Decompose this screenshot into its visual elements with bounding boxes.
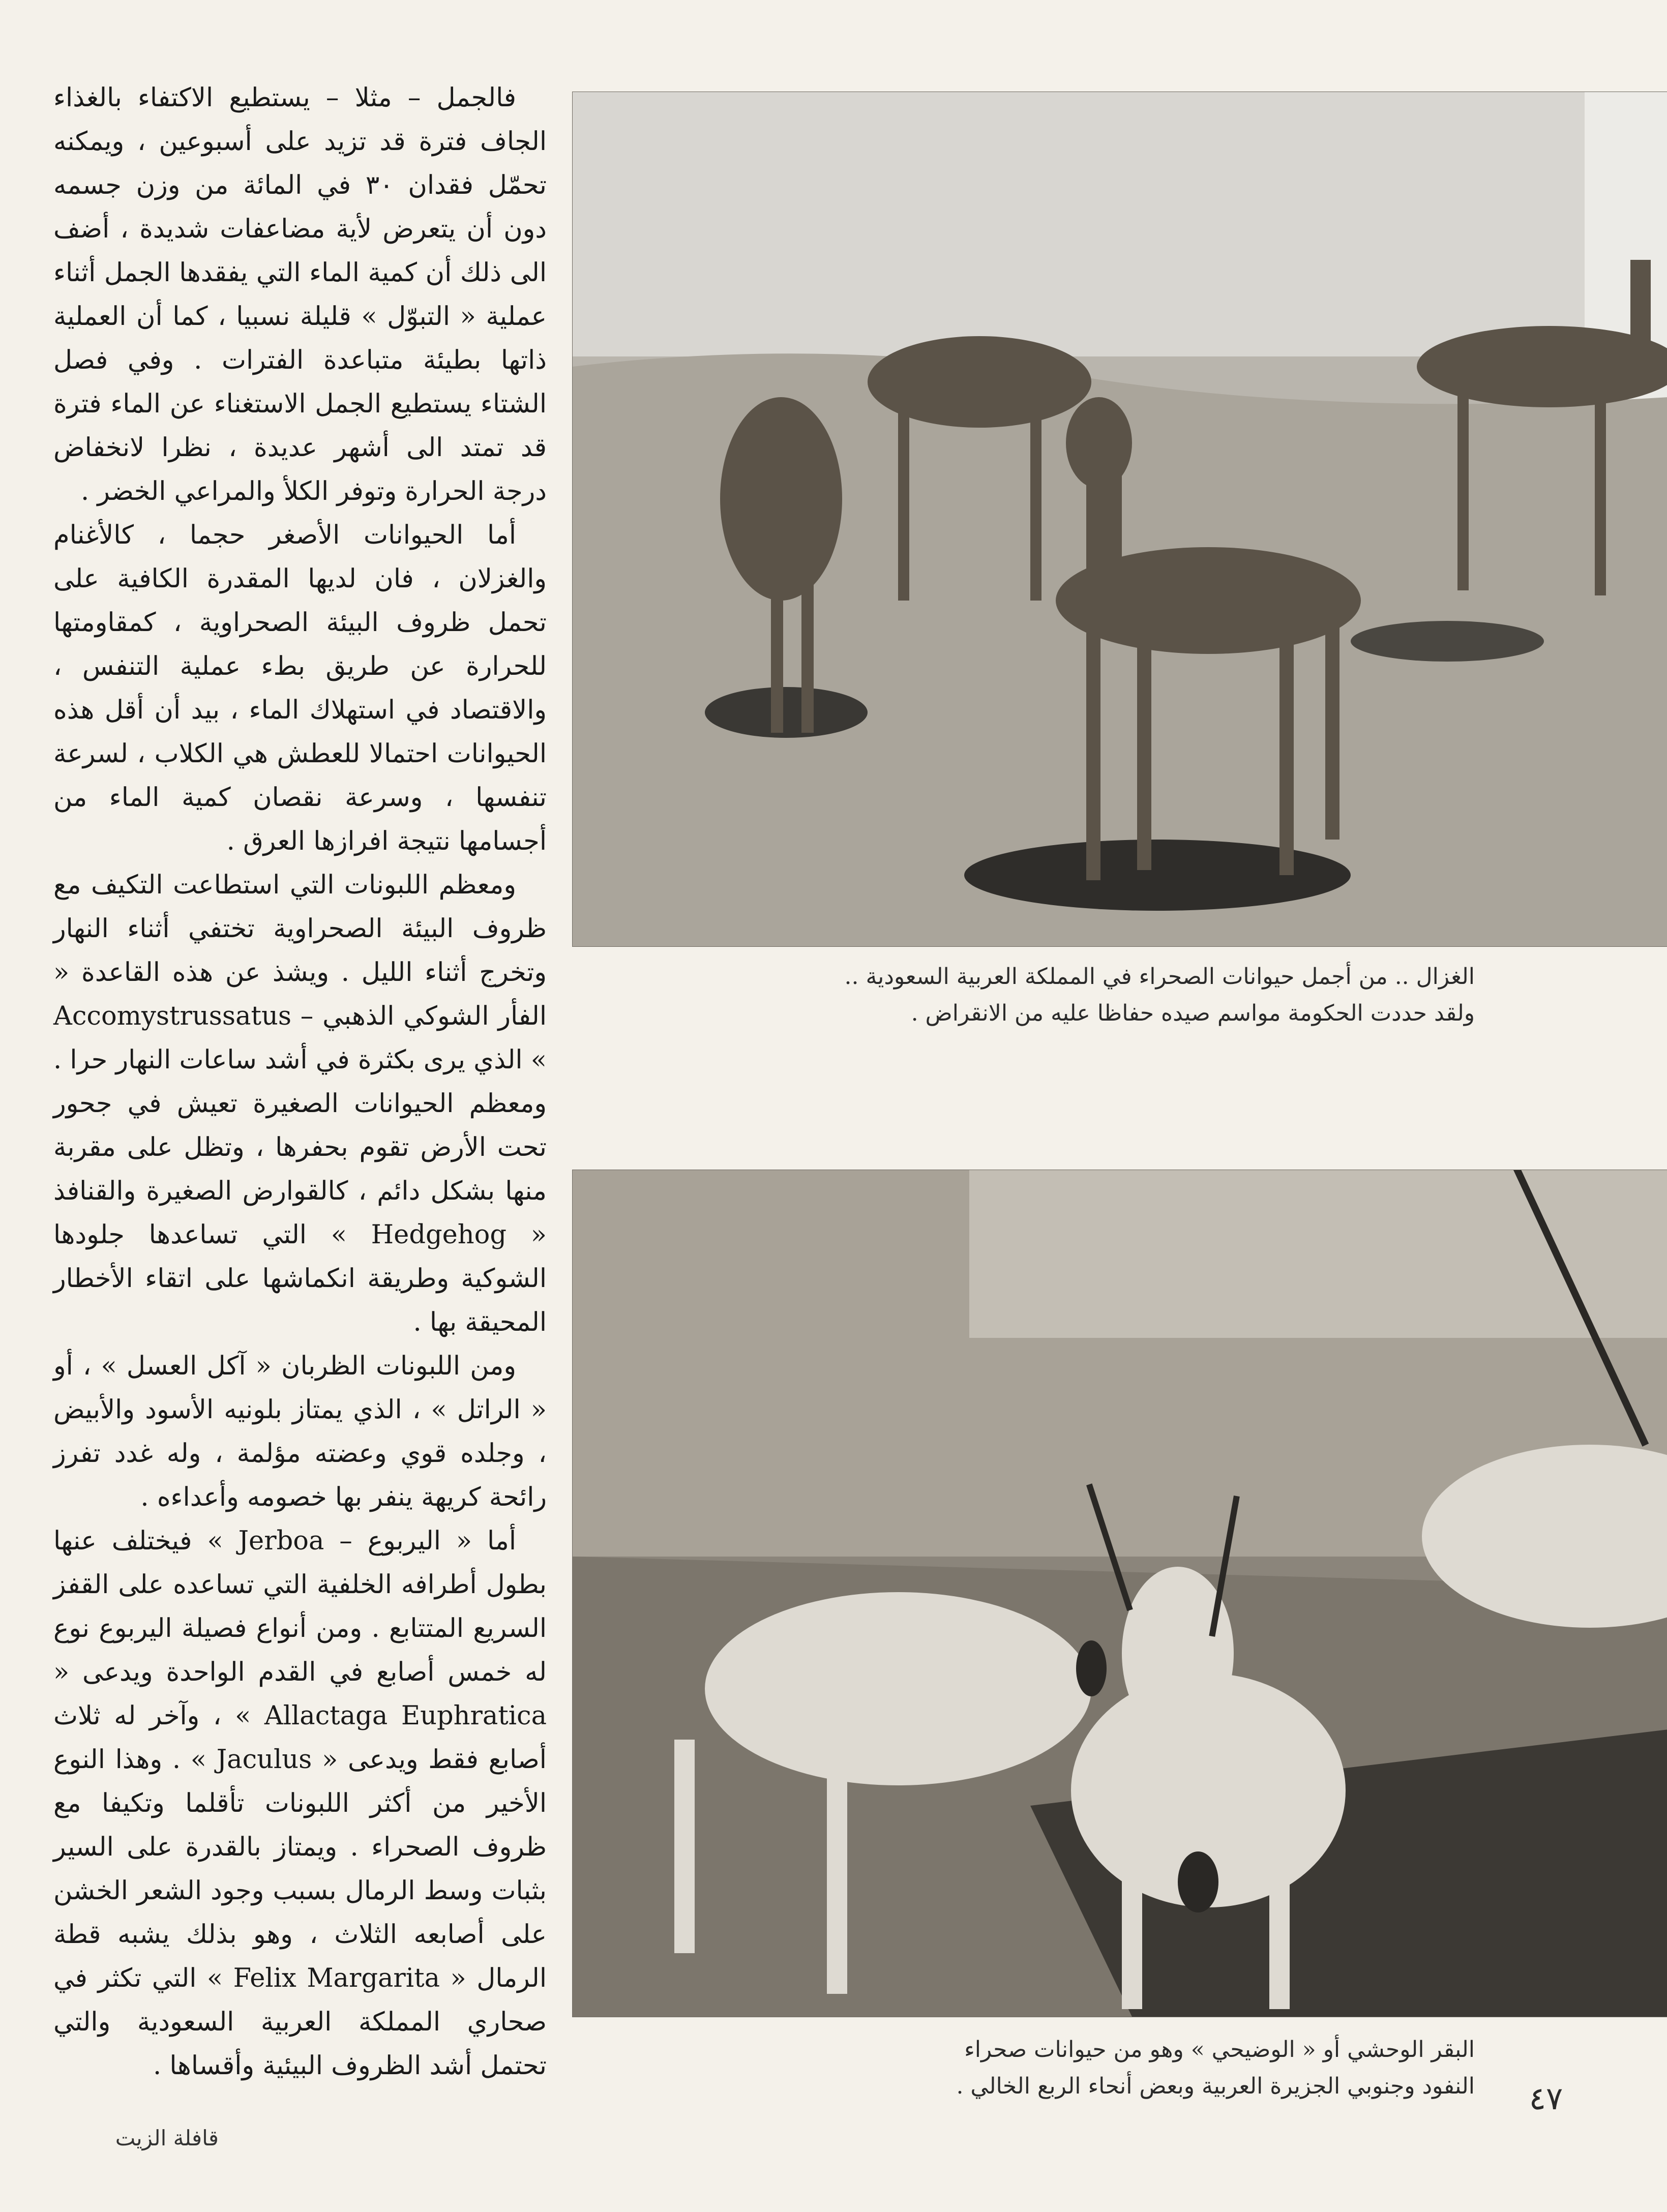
gazelle-caption [793, 959, 1475, 1032]
caption-line: البقر الوحشي أو « الوضيحي » وهو من حيوانات صحراء [964, 2037, 1475, 2062]
oryx-caption [839, 2031, 1475, 2105]
article-paragraph: فالجمل – مثلا – يستطيع الاكتفاء بالغذاء الجاف فترة قد تزيد على أسبوعين ، ويمكنه تحمّل فقدان ٣٠ في المائة من وزن جسمه دون أن يتعرض لأية مضاعفات شديدة ، أضف الى ذلك أن كمية الماء التي يفقدها الجمل أثناء عملية « التبوّل » قليلة نسبيا ، كما أن العملية ذاتها بطيئة متباعدة الفترات . وفي فصل الشتاء يستطيع الجمل الاستغناء عن الماء فترة قد تمتد الى أشهر عديدة ، نظرا لانخفاض درجة الحرارة وتوفر الكلأ والمراعي الخضر . [53, 83, 547, 506]
gazelle-photo-image [573, 92, 1667, 946]
article-paragraph: أما « اليربوع – Jerboa » فيختلف عنها بطول أطرافه الخلفية التي تساعده على القفز السريع المتتابع . ومن أنواع فصيلة اليربوع نوع له خمس أصابع في القدم الواحدة ويدعى « Allactaga Euphratica » ، وآخر له ثلاث أصابع فقط ويدعى « Jaculus » . وهذا النوع الأخير من أكثر اللبونات تأقلما وتكيفا مع ظروف الصحراء . ويمتاز بالقدرة على السير بثبات وسط الرمال بسبب وجود الشعر الخشن على أصابعه الثلاث ، وهو بذلك يشبه قطة الرمال « Felix Margarita » التي تكثر في صحاري المملكة العربية السعودية والتي تحتمل أشد الظروف البيئية وأقساها . [53, 1526, 547, 2081]
running-title: قافلة الزيت [115, 2126, 219, 2150]
page-number: ٤٧ [1529, 2080, 1563, 2117]
caption-line: ولقد حددت الحكومة مواسم صيده حفاظا عليه من الانقراض . [911, 1000, 1475, 1026]
article-paragraph: ومن اللبونات الظربان « آكل العسل » ، أو « الراتل » ، الذي يمتاز بلونيه الأسود والأبيض ، وجلده قوي وعضته مؤلمة ، وله غدد تفرز رائحة كريهة ينفر بها خصومه وأعداءه . [53, 1351, 547, 1512]
oryx-photo [572, 1170, 1667, 2017]
article-body [53, 76, 547, 2088]
article-paragraph: ومعظم اللبونات التي استطاعت التكيف مع ظروف البيئة الصحراوية تختفي أثناء النهار وتخرج أثناء الليل . ويشذ عن هذه القاعدة « الفأر الشوكي الذهبي – Accomystrussatus » الذي يرى بكثرة في أشد ساعات النهار حرا . ومعظم الحيوانات الصغيرة تعيش في جحور تحت الأرض تقوم بحفرها ، وتظل على مقربة منها بشكل دائم ، كالقوارض الصغيرة والقنافذ « Hedgehog » التي تساعدها جلودها الشوكية وطريقة انكماشها على اتقاء الأخطار المحيقة بها . [53, 870, 547, 1337]
oryx-photo-image [573, 1170, 1667, 2017]
caption-line: النفود وجنوبي الجزيرة العربية وبعض أنحاء الربع الخالي . [956, 2073, 1475, 2099]
caption-line: الغزال .. من أجمل حيوانات الصحراء في المملكة العربية السعودية .. [844, 964, 1475, 990]
gazelle-photo [572, 92, 1667, 947]
article-paragraph: أما الحيوانات الأصغر حجما ، كالأغنام والغزلان ، فان لديها المقدرة الكافية على تحمل ظروف البيئة الصحراوية ، كمقاومتها للحرارة عن طريق بطء عملية التنفس ، والاقتصاد في استهلاك الماء ، بيد أن أقل هذه الحيوانات احتمالا للعطش هي الكلاب ، لسرعة تنفسها ، وسرعة نقصان كمية الماء من أجسامها نتيجة افرازها العرق . [53, 520, 547, 856]
